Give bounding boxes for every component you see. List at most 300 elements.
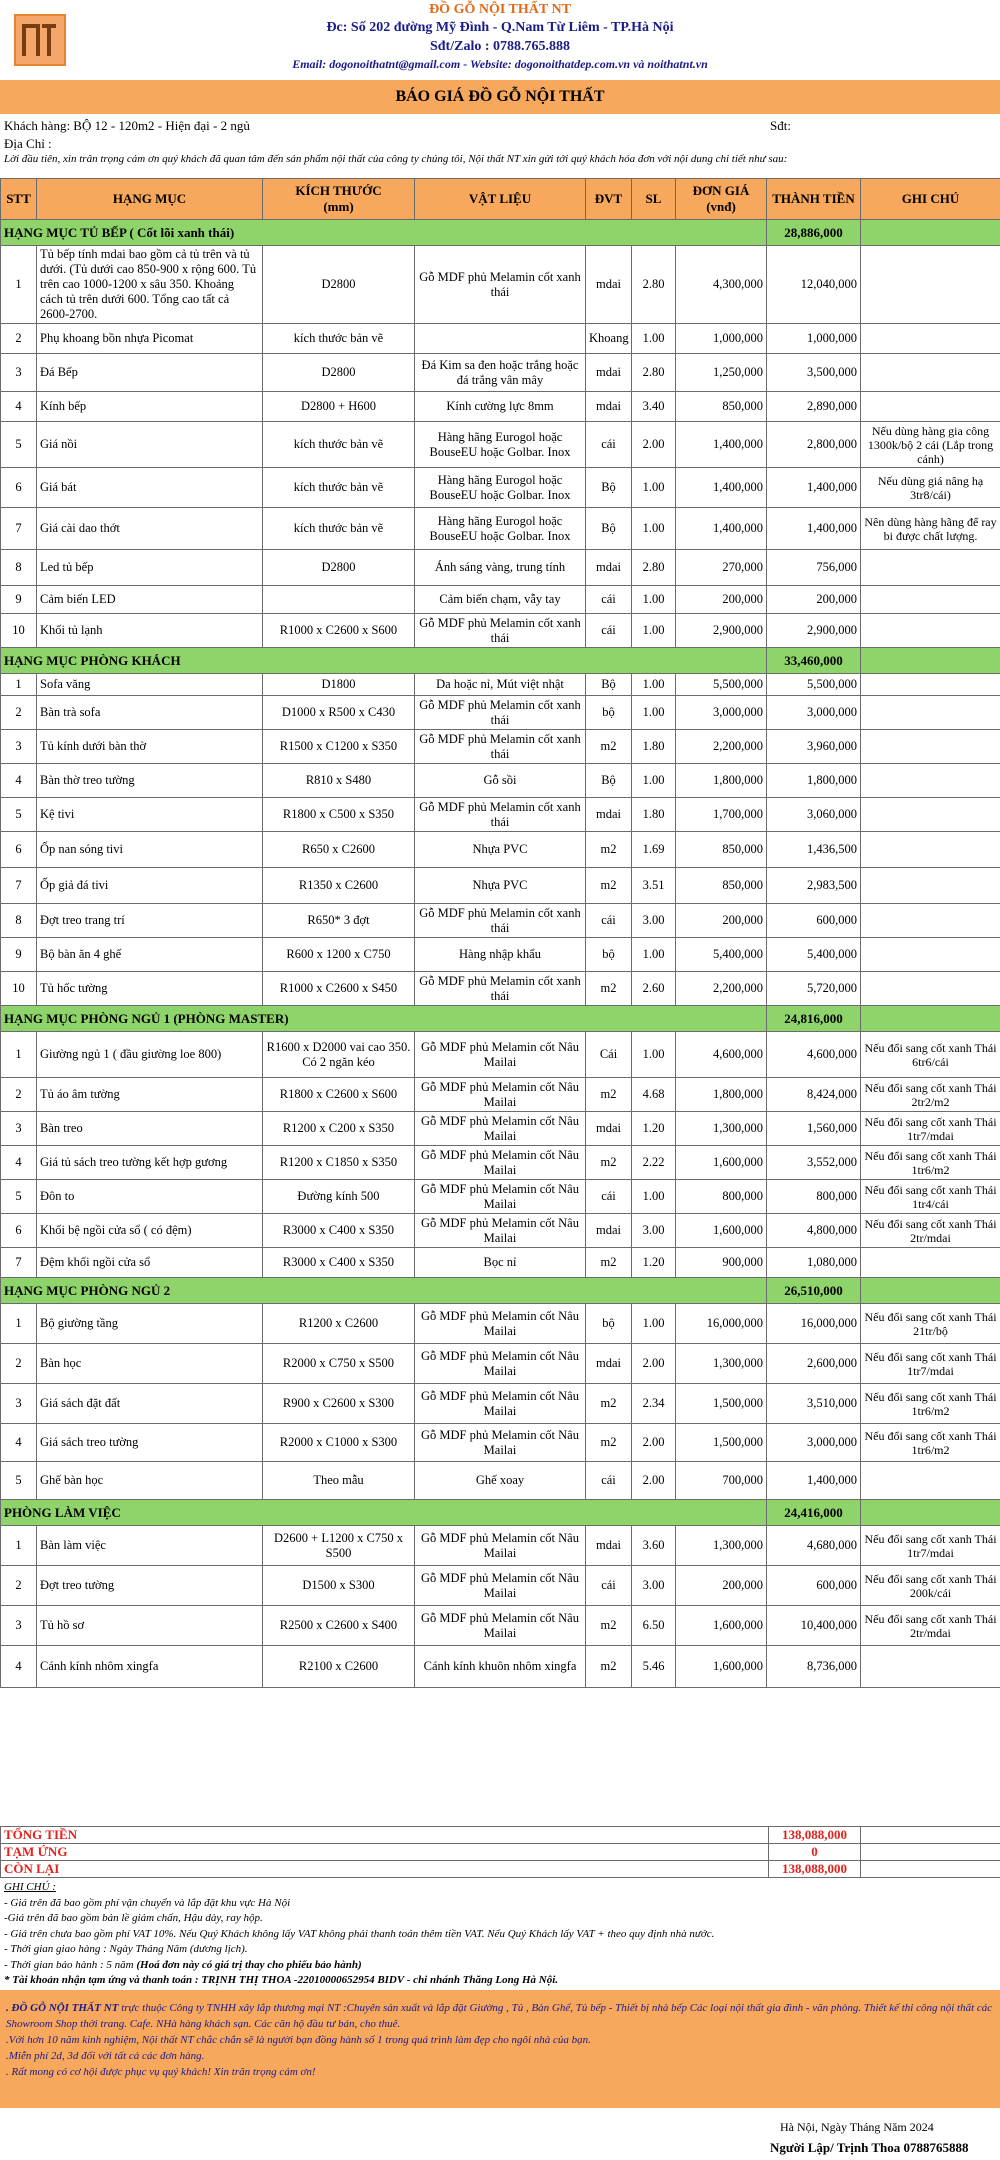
row-unit: bộ <box>586 696 632 730</box>
row-unit-price: 2,900,000 <box>676 614 767 648</box>
row-unit: cái <box>586 1566 632 1606</box>
signature-name: Người Lập/ Trịnh Thoa 0788765888 <box>770 2140 969 2155</box>
row-item-name: Bàn trà sofa <box>37 696 263 730</box>
row-material: Gỗ MDF phủ Melamin cốt Nâu Mailai <box>415 1344 586 1384</box>
row-note: Nếu đổi sang cốt xanh Thái 2tr/mdai <box>861 1214 1000 1248</box>
row-unit: m2 <box>586 868 632 904</box>
row-stt: 5 <box>1 422 37 468</box>
row-note <box>861 938 1000 972</box>
row-amount: 1,436,500 <box>767 832 861 868</box>
row-material: Gỗ MDF phủ Melamin cốt xanh thái <box>415 696 586 730</box>
row-note: Nên dùng hàng hãng để ray bi được chất lượng. <box>861 508 1000 550</box>
row-item-name: Đệm khối ngồi cửa sổ <box>37 1248 263 1278</box>
row-note <box>861 246 1000 324</box>
section-total: 24,416,000 <box>767 1500 861 1526</box>
totals-table <box>0 1826 1000 1878</box>
table-row <box>1 1606 1000 1646</box>
row-unit-price: 270,000 <box>676 550 767 586</box>
row-stt: 9 <box>1 938 37 972</box>
row-unit: m2 <box>586 1078 632 1112</box>
section-total: 33,460,000 <box>767 648 861 674</box>
row-unit: mdai <box>586 246 632 324</box>
col-note: GHI CHÚ <box>861 179 1000 220</box>
row-item-name: Ốp giả đá tivi <box>37 868 263 904</box>
row-unit-price: 1,500,000 <box>676 1424 767 1462</box>
footer-brand: . ĐỒ GỖ NỘI THẤT NT <box>6 2002 119 2014</box>
table-row <box>1 1526 1000 1566</box>
row-stt: 5 <box>1 1462 37 1500</box>
row-item-name: Tủ hốc tường <box>37 972 263 1006</box>
row-item-name: Bàn học <box>37 1344 263 1384</box>
row-stt: 7 <box>1 1248 37 1278</box>
row-material: Ánh sáng vàng, trung tính <box>415 550 586 586</box>
row-unit: m2 <box>586 730 632 764</box>
row-unit: cái <box>586 1180 632 1214</box>
row-qty: 2.80 <box>632 354 676 392</box>
row-qty: 1.00 <box>632 468 676 508</box>
row-amount: 2,890,000 <box>767 392 861 422</box>
table-row <box>1 1180 1000 1214</box>
row-material <box>415 324 586 354</box>
customer-phone: Sđt: <box>770 118 791 133</box>
row-material: Gỗ sồi <box>415 764 586 798</box>
row-material: Gỗ MDF phủ Melamin cốt xanh thái <box>415 246 586 324</box>
row-size: D2800 + H600 <box>263 392 415 422</box>
row-note <box>861 550 1000 586</box>
row-unit: m2 <box>586 1248 632 1278</box>
row-amount: 1,400,000 <box>767 468 861 508</box>
row-note: Nếu đổi sang cốt xanh Thái 1tr7/mdai <box>861 1526 1000 1566</box>
row-unit: bộ <box>586 1304 632 1344</box>
row-material: Nhựa PVC <box>415 832 586 868</box>
row-size: R1200 x C2600 <box>263 1304 415 1344</box>
row-qty: 2.00 <box>632 1424 676 1462</box>
row-material: Gỗ MDF phủ Melamin cốt xanh thái <box>415 972 586 1006</box>
note-line: - Thời gian giao hàng : Ngày Tháng Năm (dương lịch). <box>4 1943 248 1955</box>
notes-block <box>4 1880 994 1989</box>
row-note: Nếu đổi sang cốt xanh Thái 2tr/mdai <box>861 1606 1000 1646</box>
row-material: Gỗ MDF phủ Melamin cốt Nâu Mailai <box>415 1424 586 1462</box>
table-row <box>1 938 1000 972</box>
note-line-warranty <box>4 1958 994 1974</box>
section-empty-cell <box>861 1006 1000 1032</box>
row-item-name: Khối tủ lạnh <box>37 614 263 648</box>
table-row <box>1 1248 1000 1278</box>
row-size: Đường kính 500 <box>263 1180 415 1214</box>
row-amount: 3,500,000 <box>767 354 861 392</box>
section-empty-cell <box>861 1500 1000 1526</box>
row-size: R3000 x C400 x S350 <box>263 1214 415 1248</box>
footer-line-4: . Rất mong có cơ hội được phục vụ quý khách! Xin trân trọng cảm ơn! <box>6 2066 316 2078</box>
row-material: Gỗ MDF phủ Melamin cốt Nâu Mailai <box>415 1384 586 1424</box>
advance-value: 0 <box>769 1844 861 1861</box>
row-amount: 16,000,000 <box>767 1304 861 1344</box>
row-stt: 10 <box>1 614 37 648</box>
row-note: Nếu đổi sang cốt xanh Thái 200k/cái <box>861 1566 1000 1606</box>
table-row <box>1 550 1000 586</box>
remain-empty-cell <box>861 1861 1000 1878</box>
row-qty: 2.00 <box>632 1462 676 1500</box>
row-unit-price: 1,250,000 <box>676 354 767 392</box>
row-amount: 1,400,000 <box>767 1462 861 1500</box>
row-amount: 5,720,000 <box>767 972 861 1006</box>
row-amount: 3,000,000 <box>767 1424 861 1462</box>
row-size: R1800 x C2600 x S600 <box>263 1078 415 1112</box>
table-row <box>1 1214 1000 1248</box>
row-unit-price: 16,000,000 <box>676 1304 767 1344</box>
row-item-name: Giá cài dao thớt <box>37 508 263 550</box>
row-note: Nếu đổi sang cốt xanh Thái 1tr7/mdai <box>861 1112 1000 1146</box>
row-stt: 1 <box>1 1032 37 1078</box>
row-size: D2800 <box>263 246 415 324</box>
row-size: R900 x C2600 x S300 <box>263 1384 415 1424</box>
row-size: R600 x 1200 x C750 <box>263 938 415 972</box>
row-unit-price: 1,500,000 <box>676 1384 767 1424</box>
table-row <box>1 468 1000 508</box>
row-stt: 3 <box>1 730 37 764</box>
row-item-name: Đợt treo tường <box>37 1566 263 1606</box>
section-total: 28,886,000 <box>767 220 861 246</box>
footer-text <box>6 2000 994 2080</box>
row-note <box>861 972 1000 1006</box>
row-amount: 2,600,000 <box>767 1344 861 1384</box>
row-unit-price: 1,600,000 <box>676 1646 767 1688</box>
row-note <box>861 832 1000 868</box>
row-item-name: Giá sách đặt đất <box>37 1384 263 1424</box>
row-material: Gỗ MDF phủ Melamin cốt Nâu Mailai <box>415 1526 586 1566</box>
table-header-row <box>1 179 1000 220</box>
row-stt: 5 <box>1 1180 37 1214</box>
row-unit-price: 2,200,000 <box>676 972 767 1006</box>
row-qty: 1.00 <box>632 508 676 550</box>
advance-row <box>1 1844 1000 1861</box>
row-qty: 1.00 <box>632 1304 676 1344</box>
row-material: Gỗ MDF phủ Melamin cốt Nâu Mailai <box>415 1180 586 1214</box>
row-item-name: Tủ kính dưới bàn thờ <box>37 730 263 764</box>
row-note <box>861 392 1000 422</box>
row-size: R810 x S480 <box>263 764 415 798</box>
row-unit: cái <box>586 1462 632 1500</box>
row-qty: 2.00 <box>632 1344 676 1384</box>
row-size: R1350 x C2600 <box>263 868 415 904</box>
row-unit-price: 1,600,000 <box>676 1146 767 1180</box>
row-size: D2800 <box>263 550 415 586</box>
row-amount: 8,736,000 <box>767 1646 861 1688</box>
section-title: HẠNG MỤC PHÒNG KHÁCH <box>1 648 767 674</box>
row-amount: 600,000 <box>767 1566 861 1606</box>
total-label: TỔNG TIỀN <box>1 1827 769 1844</box>
table-row <box>1 246 1000 324</box>
row-size: kích thước bản vẽ <box>263 324 415 354</box>
row-note: Nếu đổi sang cốt xanh Thái 6tr6/cái <box>861 1032 1000 1078</box>
footer-line-2: .Với hơn 10 năm kinh nghiệm, Nội thất NT chắc chắn sẽ là người bạn đồng hành số 1 trong quá trình làm đẹp cho ngôi nhà của bạn. <box>6 2034 591 2046</box>
row-amount: 3,000,000 <box>767 696 861 730</box>
row-note <box>861 354 1000 392</box>
section-total: 26,510,000 <box>767 1278 861 1304</box>
row-size: R2500 x C2600 x S400 <box>263 1606 415 1646</box>
section-total: 24,816,000 <box>767 1006 861 1032</box>
row-item-name: Giá bát <box>37 468 263 508</box>
row-qty: 2.00 <box>632 422 676 468</box>
note-line: -Giá trên đã bao gồm bản lề giảm chấn, Hậu dày, ray hộp. <box>4 1912 263 1924</box>
row-item-name: Giá nồi <box>37 422 263 468</box>
row-size: R2100 x C2600 <box>263 1646 415 1688</box>
row-qty: 2.34 <box>632 1384 676 1424</box>
row-amount: 3,060,000 <box>767 798 861 832</box>
row-stt: 2 <box>1 1078 37 1112</box>
row-material: Gỗ MDF phủ Melamin cốt Nâu Mailai <box>415 1146 586 1180</box>
row-qty: 1.00 <box>632 674 676 696</box>
customer-info: Khách hàng: BỘ 12 - 120m2 - Hiện đại - 2 ngủ <box>4 118 250 133</box>
table-row <box>1 1384 1000 1424</box>
row-material: Nhựa PVC <box>415 868 586 904</box>
col-stt: STT <box>1 179 37 220</box>
table-row <box>1 422 1000 468</box>
table-row <box>1 614 1000 648</box>
total-row <box>1 1827 1000 1844</box>
row-size: Theo mẫu <box>263 1462 415 1500</box>
row-stt: 6 <box>1 832 37 868</box>
row-item-name: Tủ hồ sơ <box>37 1606 263 1646</box>
table-row <box>1 696 1000 730</box>
row-size: D2600 + L1200 x C750 x S500 <box>263 1526 415 1566</box>
note-line: - Giá trên đã bao gồm phí vận chuyển và lắp đặt khu vực Hà Nội <box>4 1896 291 1909</box>
table-row <box>1 904 1000 938</box>
row-size: D1500 x S300 <box>263 1566 415 1606</box>
section-title: HẠNG MỤC TỦ BẾP ( Cốt lõi xanh thái) <box>1 220 767 246</box>
row-qty: 3.00 <box>632 1566 676 1606</box>
row-unit-price: 1,300,000 <box>676 1526 767 1566</box>
row-amount: 4,800,000 <box>767 1214 861 1248</box>
row-stt: 8 <box>1 550 37 586</box>
row-material: Ghế xoay <box>415 1462 586 1500</box>
row-material: Đá Kim sa đen hoặc trắng hoặc đá trắng vân mây <box>415 354 586 392</box>
company-email-website: Email: dogonoithatnt@gmail.com - Website: dogonoithatdep.com.vn và noithatnt.vn <box>292 57 708 71</box>
row-item-name: Giá tủ sách treo tường kết hợp gương <box>37 1146 263 1180</box>
row-item-name: Bộ giường tầng <box>37 1304 263 1344</box>
row-unit: m2 <box>586 1646 632 1688</box>
row-unit: cái <box>586 614 632 648</box>
row-amount: 1,080,000 <box>767 1248 861 1278</box>
col-qty: SL <box>632 179 676 220</box>
row-material: Gỗ MDF phủ Melamin cốt xanh thái <box>415 730 586 764</box>
col-item: HẠNG MỤC <box>37 179 263 220</box>
row-unit-price: 1,700,000 <box>676 798 767 832</box>
notes-title: GHI CHÚ : <box>4 1881 56 1893</box>
row-qty: 1.00 <box>632 614 676 648</box>
row-item-name: Bàn treo <box>37 1112 263 1146</box>
row-qty: 1.00 <box>632 696 676 730</box>
row-material: Gỗ MDF phủ Melamin cốt Nâu Mailai <box>415 1112 586 1146</box>
table-row <box>1 764 1000 798</box>
intro-text: Lời đầu tiên, xin trân trọng cảm ơn quý khách đã quan tâm đến sản phẩm nội thất của công ty chúng tôi, Nội thất NT xin gửi tới quý khách hóa đơn với nội dung chi tiết như sau: <box>4 153 788 165</box>
row-size: R1500 x C1200 x S350 <box>263 730 415 764</box>
row-unit: mdai <box>586 798 632 832</box>
row-size: R2000 x C750 x S500 <box>263 1344 415 1384</box>
row-stt: 2 <box>1 1566 37 1606</box>
row-unit-price: 1,800,000 <box>676 764 767 798</box>
section-empty-cell <box>861 648 1000 674</box>
row-unit-price: 200,000 <box>676 1566 767 1606</box>
row-unit: m2 <box>586 832 632 868</box>
row-material: Gỗ MDF phủ Melamin cốt Nâu Mailai <box>415 1304 586 1344</box>
table-row <box>1 674 1000 696</box>
row-unit: m2 <box>586 972 632 1006</box>
row-stt: 9 <box>1 586 37 614</box>
table-row <box>1 1078 1000 1112</box>
row-qty: 3.51 <box>632 868 676 904</box>
remain-label: CÒN LẠI <box>1 1861 769 1878</box>
row-unit-price: 800,000 <box>676 1180 767 1214</box>
row-material: Gỗ MDF phủ Melamin cốt xanh thái <box>415 614 586 648</box>
row-unit-price: 1,800,000 <box>676 1078 767 1112</box>
row-unit-price: 1,600,000 <box>676 1606 767 1646</box>
row-qty: 2.80 <box>632 550 676 586</box>
row-qty: 2.60 <box>632 972 676 1006</box>
row-qty: 1.80 <box>632 798 676 832</box>
advance-label: TẠM ỨNG <box>1 1844 769 1861</box>
section-title: HẠNG MỤC PHÒNG NGỦ 1 (PHÒNG MASTER) <box>1 1006 767 1032</box>
row-item-name: Led tủ bếp <box>37 550 263 586</box>
row-note <box>861 586 1000 614</box>
row-stt: 1 <box>1 1304 37 1344</box>
row-unit-price: 850,000 <box>676 832 767 868</box>
row-amount: 4,680,000 <box>767 1526 861 1566</box>
row-item-name: Khối bệ ngồi cửa sổ ( có đệm) <box>37 1214 263 1248</box>
row-item-name: Sofa văng <box>37 674 263 696</box>
table-row <box>1 586 1000 614</box>
row-qty: 1.69 <box>632 832 676 868</box>
document-title: BÁO GIÁ ĐỒ GỖ NỘI THẤT <box>0 80 1000 114</box>
row-qty: 4.68 <box>632 1078 676 1112</box>
row-note <box>861 324 1000 354</box>
row-stt: 6 <box>1 468 37 508</box>
row-amount: 200,000 <box>767 586 861 614</box>
row-item-name: Tủ áo âm tường <box>37 1078 263 1112</box>
row-unit: Cái <box>586 1032 632 1078</box>
row-material: Hàng hãng Eurogol hoặc BouseEU hoặc Golbar. Inox <box>415 508 586 550</box>
row-stt: 1 <box>1 674 37 696</box>
row-qty: 1.20 <box>632 1248 676 1278</box>
section-header-row <box>1 1006 1000 1032</box>
row-material: Gỗ MDF phủ Melamin cốt Nâu Mailai <box>415 1566 586 1606</box>
row-unit: cái <box>586 422 632 468</box>
total-value: 138,088,000 <box>769 1827 861 1844</box>
row-unit: m2 <box>586 1606 632 1646</box>
row-note: Nếu đổi sang cốt xanh Thái 1tr6/m2 <box>861 1424 1000 1462</box>
table-row <box>1 392 1000 422</box>
row-unit-price: 4,300,000 <box>676 246 767 324</box>
row-unit: mdai <box>586 354 632 392</box>
row-item-name: Giường ngủ 1 ( đầu giường loe 800) <box>37 1032 263 1078</box>
row-item-name: Cánh kính nhôm xingfa <box>37 1646 263 1688</box>
table-row <box>1 832 1000 868</box>
row-unit: bộ <box>586 938 632 972</box>
row-qty: 2.22 <box>632 1146 676 1180</box>
table-row <box>1 508 1000 550</box>
row-item-name: Kệ tivi <box>37 798 263 832</box>
row-qty: 3.00 <box>632 1214 676 1248</box>
col-material: VẬT LIỆU <box>415 179 586 220</box>
row-note: Nếu đổi sang cốt xanh Thái 21tr/bộ <box>861 1304 1000 1344</box>
quote-table <box>0 178 1000 1688</box>
table-row <box>1 354 1000 392</box>
row-unit-price: 1,400,000 <box>676 468 767 508</box>
row-stt: 8 <box>1 904 37 938</box>
row-amount: 1,000,000 <box>767 324 861 354</box>
row-amount: 756,000 <box>767 550 861 586</box>
row-item-name: Tủ bếp tính mdai bao gồm cả tủ trên và tủ dưới. (Tủ dưới cao 850-900 x rộng 600. Tủ trên cao 1000-1200 x sâu 350. Khoảng cách tủ trên dưới 600. Tổng cao tất cả 2600-2700. <box>37 246 263 324</box>
row-note: Nếu đổi sang cốt xanh Thái 1tr4/cái <box>861 1180 1000 1214</box>
row-note <box>861 1248 1000 1278</box>
row-amount: 5,400,000 <box>767 938 861 972</box>
row-amount: 2,900,000 <box>767 614 861 648</box>
row-unit: mdai <box>586 1214 632 1248</box>
row-material: Kính cường lực 8mm <box>415 392 586 422</box>
row-amount: 10,400,000 <box>767 1606 861 1646</box>
row-note <box>861 868 1000 904</box>
row-size: R650 x C2600 <box>263 832 415 868</box>
row-item-name: Đôn to <box>37 1180 263 1214</box>
col-unit: ĐVT <box>586 179 632 220</box>
row-material: Gỗ MDF phủ Melamin cốt xanh thái <box>415 798 586 832</box>
row-qty: 1.00 <box>632 586 676 614</box>
row-size: kích thước bản vẽ <box>263 422 415 468</box>
row-size: kích thước bản vẽ <box>263 508 415 550</box>
row-unit: cái <box>586 586 632 614</box>
row-stt: 10 <box>1 972 37 1006</box>
row-note <box>861 1646 1000 1688</box>
section-header-row <box>1 220 1000 246</box>
advance-empty-cell <box>861 1844 1000 1861</box>
table-row <box>1 1304 1000 1344</box>
row-unit: mdai <box>586 1526 632 1566</box>
row-unit-price: 900,000 <box>676 1248 767 1278</box>
row-stt: 3 <box>1 354 37 392</box>
row-amount: 600,000 <box>767 904 861 938</box>
row-material: Gỗ MDF phủ Melamin cốt Nâu Mailai <box>415 1032 586 1078</box>
row-qty: 1.00 <box>632 1032 676 1078</box>
row-material: Gỗ MDF phủ Melamin cốt Nâu Mailai <box>415 1078 586 1112</box>
row-qty: 1.00 <box>632 764 676 798</box>
col-size: KÍCH THƯỚC (mm) <box>263 179 415 220</box>
row-material: Bọc nỉ <box>415 1248 586 1278</box>
row-unit: m2 <box>586 1424 632 1462</box>
section-empty-cell <box>861 1278 1000 1304</box>
row-qty: 6.50 <box>632 1606 676 1646</box>
table-row <box>1 1566 1000 1606</box>
row-qty: 3.60 <box>632 1526 676 1566</box>
row-unit: mdai <box>586 1112 632 1146</box>
remain-value: 138,088,000 <box>769 1861 861 1878</box>
row-stt: 3 <box>1 1606 37 1646</box>
row-material: Cảm biến chạm, vẫy tay <box>415 586 586 614</box>
row-item-name: Bàn làm việc <box>37 1526 263 1566</box>
row-size <box>263 586 415 614</box>
row-amount: 3,552,000 <box>767 1146 861 1180</box>
row-item-name: Bộ bàn ăn 4 ghế <box>37 938 263 972</box>
table-row <box>1 1032 1000 1078</box>
row-amount: 4,600,000 <box>767 1032 861 1078</box>
company-name: ĐỒ GỖ NỘI THẤT NT <box>429 2 571 17</box>
col-amount: THÀNH TIỀN <box>767 179 861 220</box>
table-row <box>1 972 1000 1006</box>
row-stt: 4 <box>1 764 37 798</box>
row-unit-price: 200,000 <box>676 904 767 938</box>
row-unit-price: 5,500,000 <box>676 674 767 696</box>
warranty-note: (Hoá đơn này có giá trị thay cho phiếu bảo hành) <box>136 1958 362 1971</box>
bank-account: * Tài khoản nhận tạm ứng và thanh toán : TRỊNH THỊ THOA -22010000652954 BIDV - chi nhánh Thăng Long Hà Nội. <box>4 1974 559 1986</box>
